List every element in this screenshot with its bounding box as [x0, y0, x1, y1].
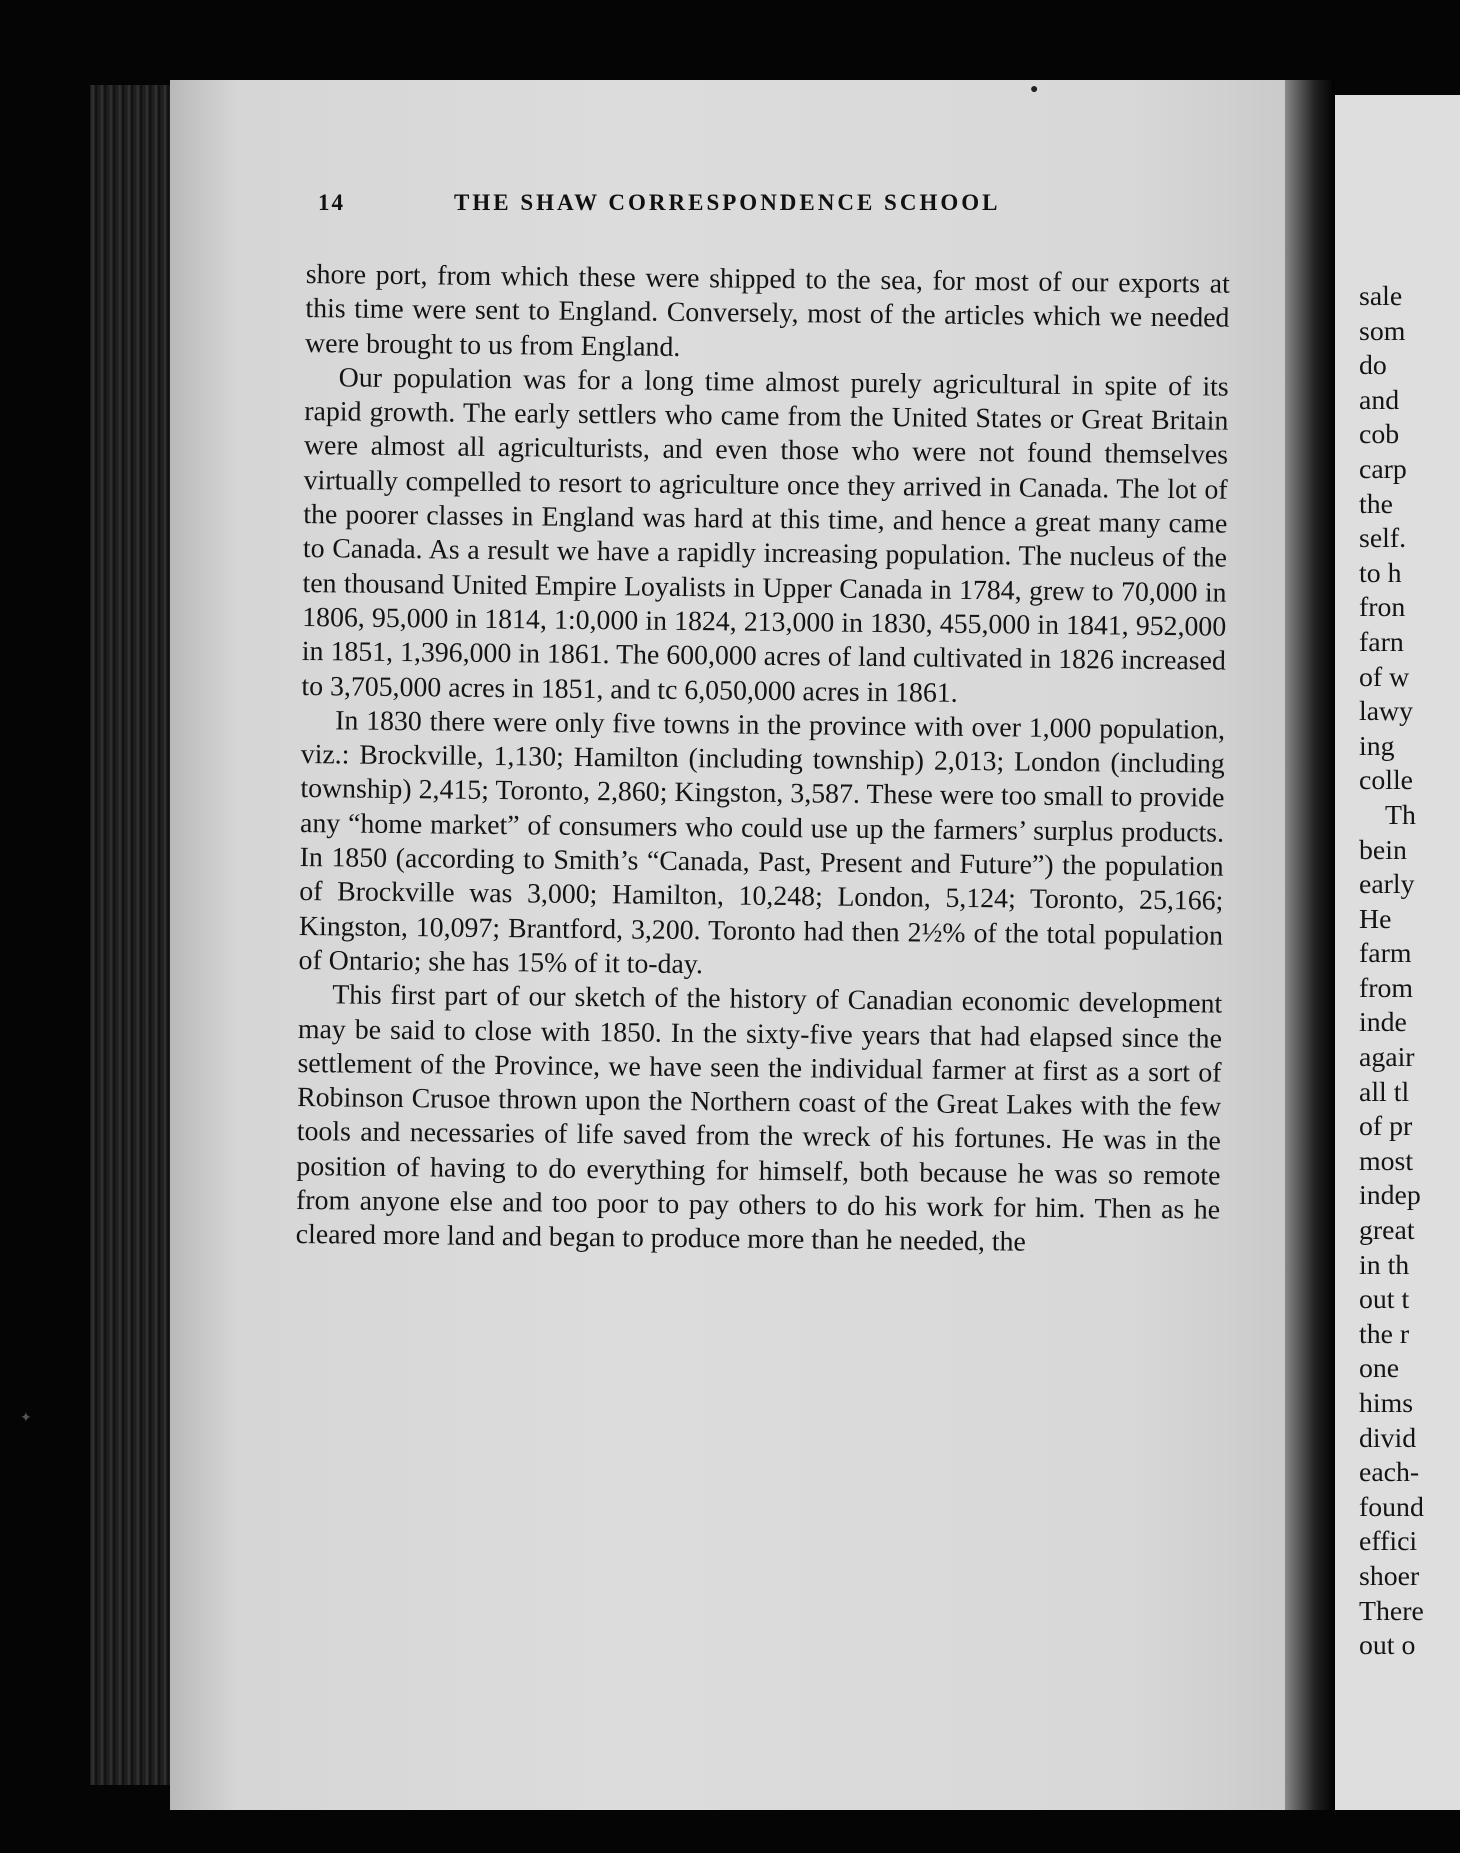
facing-line: do — [1359, 350, 1387, 382]
facing-line: early — [1359, 869, 1415, 901]
facing-line: agair — [1359, 1042, 1415, 1074]
facing-line: indep — [1359, 1180, 1421, 1212]
facing-line: sale — [1359, 281, 1403, 312]
facing-line: from — [1359, 972, 1414, 1004]
facing-line: There — [1359, 1595, 1424, 1627]
facing-line: inde — [1359, 1007, 1407, 1039]
paragraph: In 1830 there were only five towns in the province with over 1,000 population, viz.: Brockville, 1,130; Hamilton (including township) 2,013; London (including township) 2,415; Toronto, 2,860; Kingston, 3,587. These were too small to provide any “home market” of consumers who could use up the farmers’ surplus products. In 1850 (according to Smith’s “Canada, Past, Present and Future”) the population of Brockville was 3,000; Hamilton, 10,248; London, 5,124; Toronto, 25,166; Kingston, 10,097; Brantford, 3,200. Toronto had then 2½% of the total population of Ontario; she has 15% of it to-day. — [298, 705, 1226, 981]
facing-line: each- — [1359, 1457, 1420, 1489]
facing-page — [1335, 95, 1460, 1810]
paragraph: Our population was for a long time almost purely agricultural in spite of its rapid growth. The early settlers who came from the United States or Great Britain were almost all agriculturists, and even those who were not found themselves virtually compelled to resort to agriculture once they arrived in Canada. The lot of the poorer classes in England was hard at this time, and hence a great many came to Canada. As a result we have a rapidly increasing population. The nucleus of the ten thousand United Empire Loyalists in Upper Canada in 1784, grew to 70,000 in 1806, 95,000 in 1814, 1:0,000 in 1824, 213,000 in 1830, 455,000 in 1841, 952,000 in 1851, 1,396,000 in 1861. The 600,000 acres of land cultivated in 1826 increased to 3,705,000 acres in 1851, and tc 6,050,000 acres in 1861. — [301, 362, 1229, 709]
facing-line: hims — [1359, 1388, 1414, 1419]
running-title: THE SHAW CORRESPONDENCE SCHOOL — [454, 190, 1001, 215]
facing-line: som — [1359, 315, 1406, 347]
facing-line: divid — [1359, 1422, 1417, 1454]
facing-line: self. — [1359, 523, 1407, 555]
facing-line: shoer — [1359, 1560, 1420, 1592]
facing-line: fron — [1359, 592, 1406, 624]
facing-line: most — [1359, 1145, 1414, 1177]
facing-line: Th — [1385, 799, 1416, 831]
facing-line: the — [1359, 488, 1393, 520]
facing-line: great — [1359, 1215, 1415, 1247]
facing-line: farm — [1359, 938, 1412, 970]
gutter-shadow — [1285, 80, 1335, 1810]
facing-line: He — [1359, 903, 1392, 935]
facing-line: cob — [1359, 419, 1400, 451]
facing-line: effici — [1359, 1526, 1418, 1558]
page-number: 14 — [318, 190, 345, 215]
facing-line: lawy — [1359, 696, 1414, 728]
facing-line: found — [1359, 1491, 1424, 1523]
facing-line: all tl — [1359, 1076, 1410, 1108]
facing-line: out o — [1359, 1630, 1416, 1662]
facing-page-text — [1335, 280, 1460, 1664]
facing-line: of w — [1359, 661, 1410, 693]
facing-line: farn — [1359, 626, 1404, 658]
facing-line: bein — [1359, 834, 1407, 866]
paragraph: This first part of our sketch of the history of Canadian economic development may be said to close with 1850. In the sixty-five years that had elapsed since the settlement of the Province, we have seen the individual farmer at first as a sort of Robinson Crusoe thrown upon the Northern coast of the Great Lakes with the few tools and necessaries of life saved from the wreck of his fortunes. He was in the position of having to do everything for himself, both because he was so remote from anyone else and too poor to pay others to do his work for him. Then as he cleared more land and began to produce more than he needed, the — [295, 979, 1223, 1258]
dust-speck: ● — [1030, 82, 1039, 97]
facing-line: ing — [1359, 730, 1395, 762]
paragraph: shore port, from which these were shipped to the sea, for most of our exports at this time were sent to England. Conversely, most of the articles which we needed were brought to us from England. — [304, 258, 1230, 363]
dust-speck: ✦ — [20, 1411, 32, 1426]
facing-line: the r — [1359, 1318, 1410, 1350]
facing-line: one — [1359, 1353, 1400, 1385]
page-body — [296, 258, 1230, 1262]
facing-line: in th — [1359, 1249, 1410, 1281]
facing-line: to h — [1359, 557, 1402, 589]
facing-line: and — [1359, 384, 1400, 416]
facing-line: carp — [1359, 453, 1407, 485]
running-header — [318, 190, 1098, 230]
facing-line: colle — [1359, 765, 1414, 797]
facing-line: out t — [1359, 1284, 1410, 1316]
facing-line: of pr — [1359, 1111, 1413, 1143]
